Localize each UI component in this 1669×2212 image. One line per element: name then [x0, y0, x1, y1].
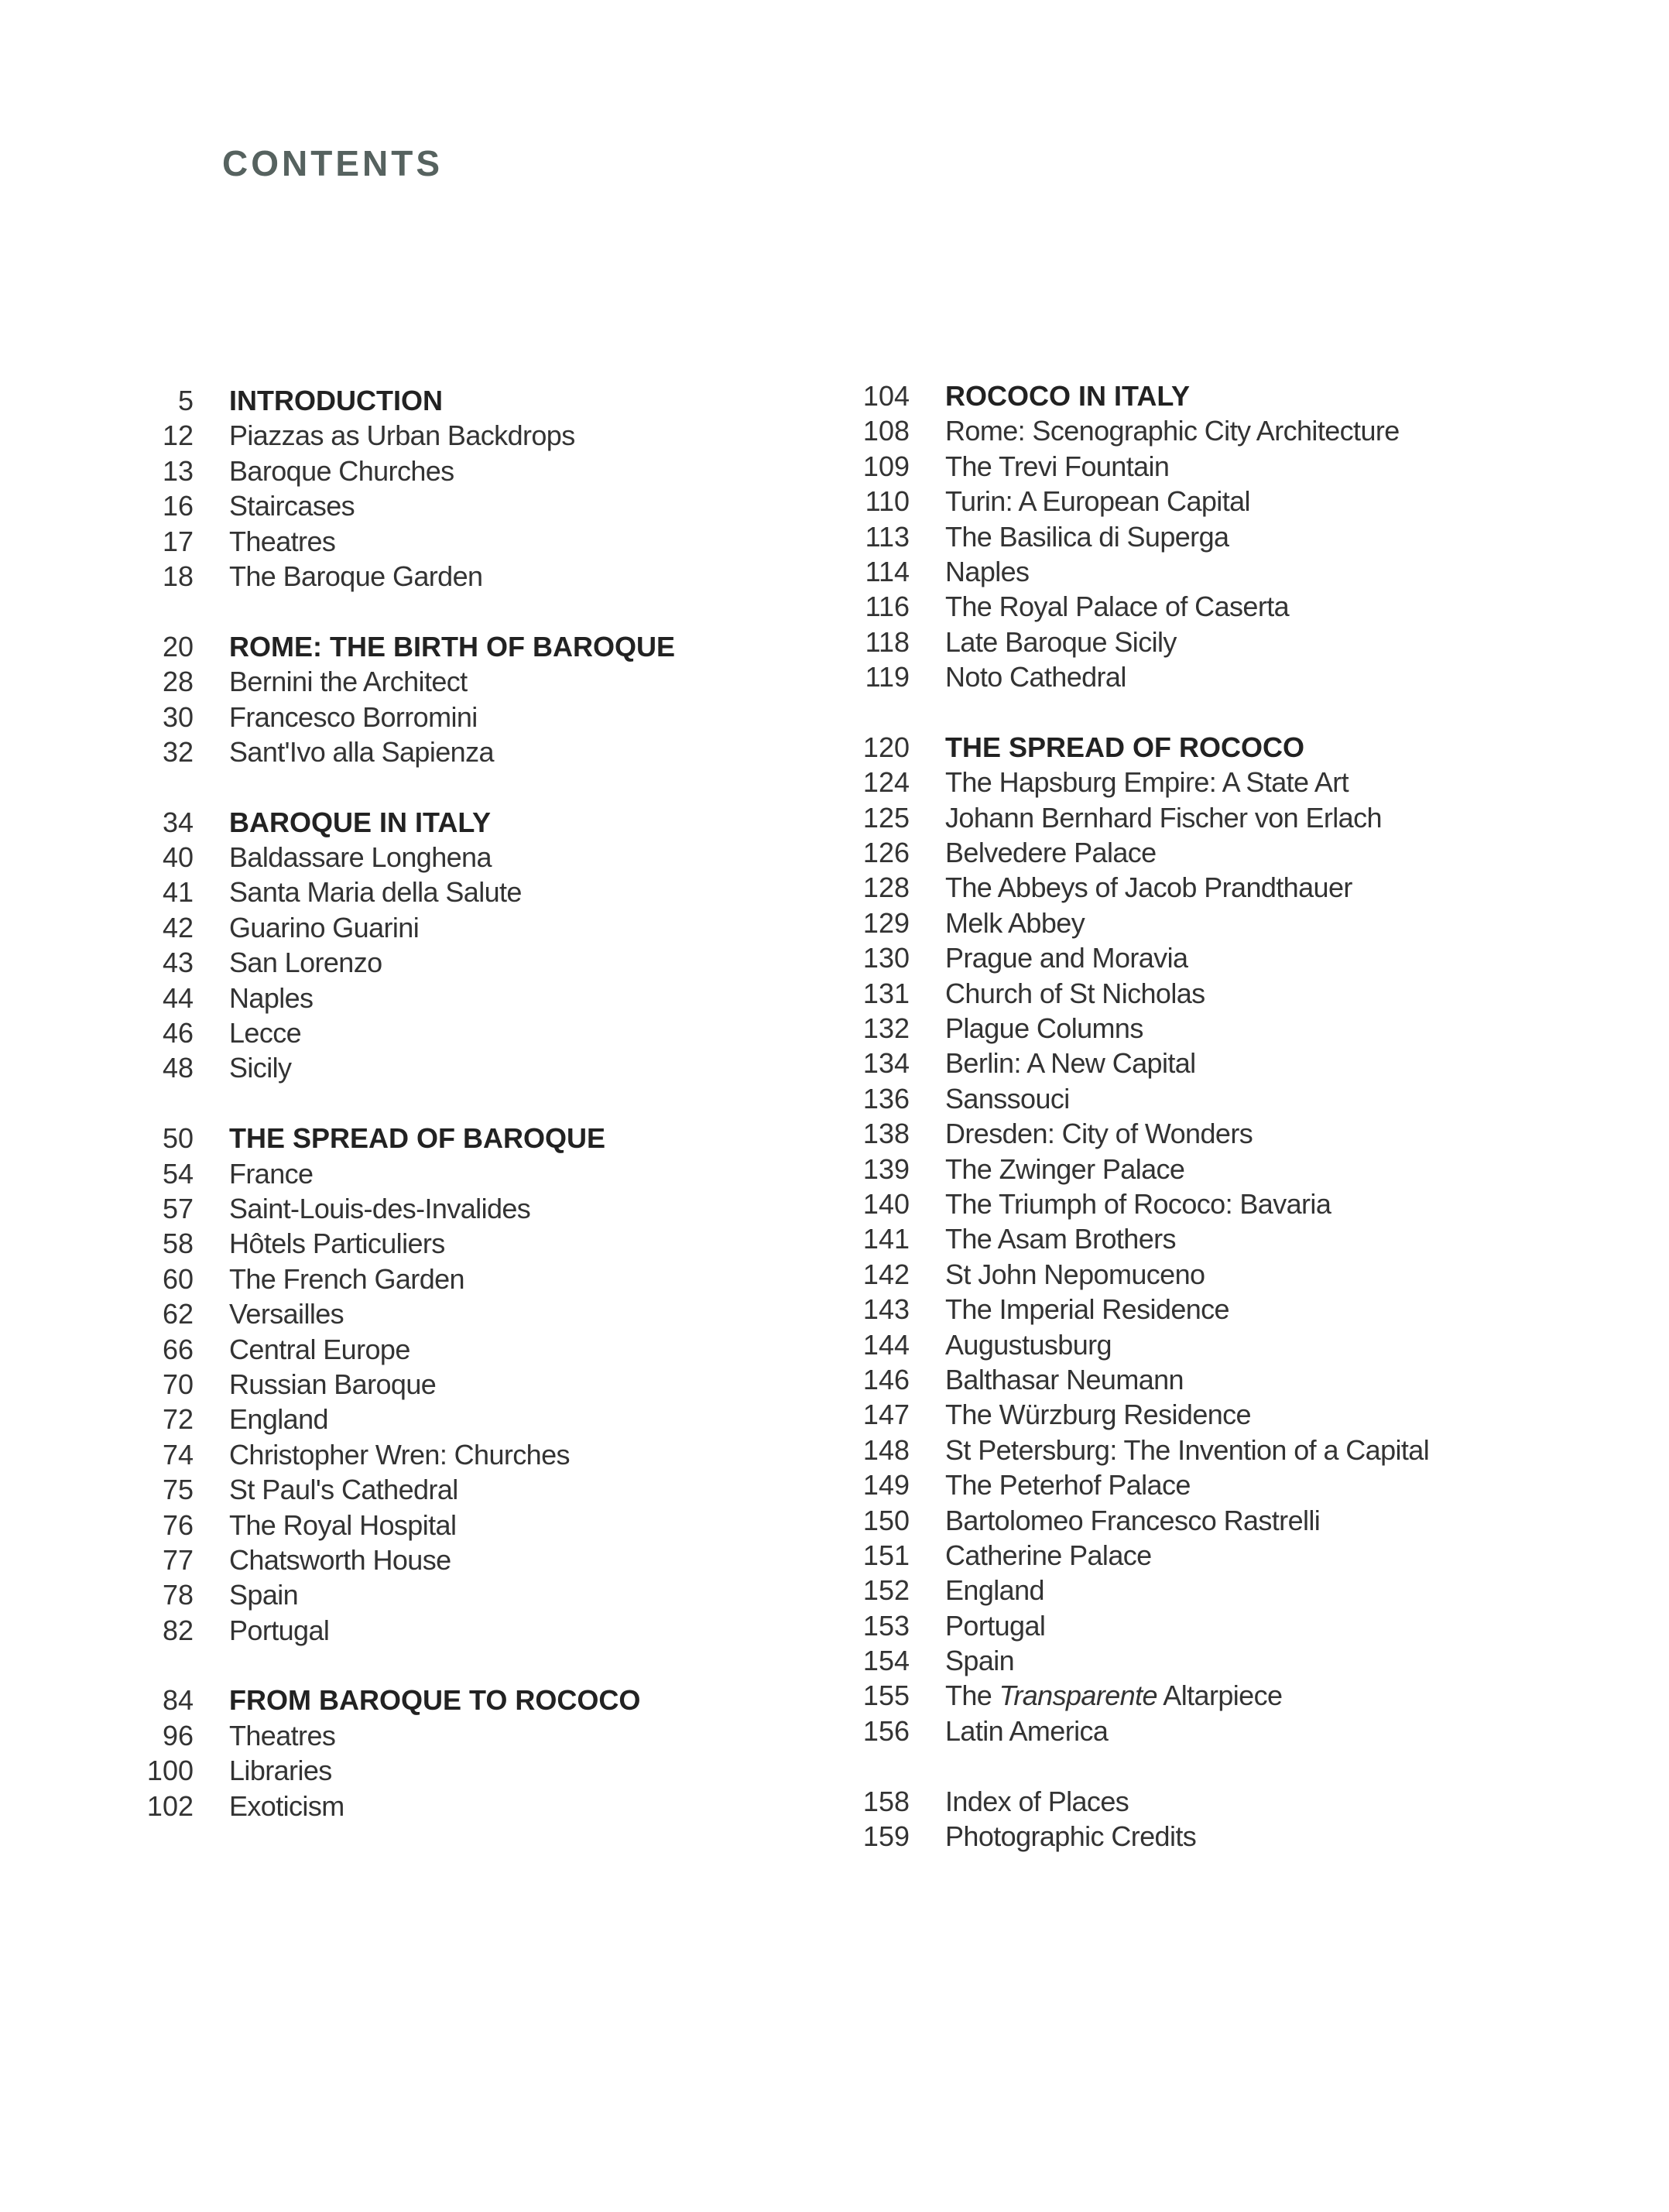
- entry-title: FROM BAROQUE TO ROCOCO: [229, 1684, 641, 1717]
- entry-title: INTRODUCTION: [229, 385, 443, 416]
- toc-entry[interactable]: [832, 625, 1429, 659]
- page-number: 44: [162, 981, 194, 1014]
- toc-entry[interactable]: [116, 1753, 675, 1788]
- toc-entry[interactable]: [832, 1503, 1429, 1538]
- page-number: 128: [862, 871, 910, 904]
- entry-title: Berlin: A New Capital: [945, 1047, 1196, 1080]
- page-number: 110: [865, 485, 910, 518]
- toc-entry[interactable]: [116, 1156, 675, 1191]
- page-number: 42: [162, 911, 194, 943]
- page-number: 151: [862, 1539, 910, 1571]
- toc-entry[interactable]: [832, 1292, 1429, 1327]
- page-number: 66: [162, 1333, 194, 1365]
- page-number: 34: [162, 806, 194, 838]
- page-number: 152: [862, 1574, 910, 1607]
- toc-entry[interactable]: [116, 1508, 675, 1543]
- page-number: 50: [162, 1122, 194, 1155]
- entry-title: Guarino Guarini: [229, 911, 420, 943]
- entry-title: Central Europe: [229, 1333, 410, 1365]
- toc-entry[interactable]: [116, 945, 675, 980]
- toc-entry[interactable]: [832, 940, 1429, 975]
- page-number: 60: [162, 1262, 194, 1295]
- entry-title: Augustusburg: [945, 1328, 1112, 1361]
- toc-entry[interactable]: [116, 1015, 675, 1050]
- toc-entry[interactable]: [832, 1152, 1429, 1186]
- page-number: 12: [162, 419, 194, 452]
- toc-entry[interactable]: [832, 1397, 1429, 1432]
- toc-entry[interactable]: [116, 1577, 675, 1612]
- toc-entry[interactable]: [116, 1050, 675, 1085]
- page-number: 116: [865, 591, 910, 623]
- page-number: 78: [162, 1579, 194, 1611]
- page-number: 124: [862, 766, 910, 799]
- toc-entry[interactable]: [832, 1819, 1429, 1854]
- toc-entry[interactable]: [832, 1257, 1429, 1292]
- toc-entry[interactable]: [832, 1608, 1429, 1643]
- page-number: 41: [162, 876, 194, 909]
- page-number: 82: [162, 1614, 194, 1646]
- page-number: 20: [162, 630, 194, 663]
- page-number: 153: [862, 1609, 910, 1642]
- entry-title: Portugal: [945, 1609, 1046, 1642]
- toc-entry[interactable]: [832, 589, 1429, 624]
- page-number: 28: [162, 666, 194, 698]
- entry-title-part: The: [945, 1680, 999, 1712]
- page-number: 141: [862, 1223, 910, 1255]
- page-number: 84: [162, 1684, 194, 1717]
- entry-title: ROME: THE BIRTH OF BAROQUE: [229, 630, 675, 663]
- page-number: 146: [862, 1363, 910, 1395]
- toc-entry[interactable]: [832, 906, 1429, 940]
- entry-title: Theatres: [229, 1719, 336, 1751]
- toc-entry[interactable]: [832, 1538, 1429, 1573]
- toc-entry[interactable]: [116, 1613, 675, 1648]
- toc-entry[interactable]: [116, 1718, 675, 1753]
- toc-entry[interactable]: [832, 413, 1429, 448]
- page-number: 139: [862, 1152, 910, 1185]
- page-number: 108: [862, 415, 910, 447]
- entry-title: The Baroque Garden: [229, 560, 483, 592]
- entry-title: Turin: A European Capital: [945, 485, 1250, 518]
- contents-left-column: [116, 383, 675, 1823]
- entry-title: Lecce: [229, 1017, 302, 1050]
- page-number: 72: [162, 1403, 194, 1436]
- page-number: 18: [162, 560, 194, 592]
- entry-title: Noto Cathedral: [945, 661, 1126, 693]
- entry-title: Rome: Scenographic City Architecture: [945, 415, 1400, 447]
- page-number: 132: [862, 1012, 910, 1045]
- section-gap: [116, 1648, 675, 1683]
- entry-title: Naples: [229, 981, 314, 1014]
- toc-entry[interactable]: [116, 875, 675, 909]
- entry-title: The Peterhof Palace: [945, 1469, 1191, 1501]
- page-number: 32: [162, 735, 194, 768]
- page-number: 62: [162, 1298, 194, 1330]
- entry-title-italic: Transparente: [999, 1680, 1157, 1712]
- entry-title: The Würzburg Residence: [945, 1399, 1251, 1431]
- section-gap: [832, 1748, 1429, 1783]
- page-number: 125: [862, 801, 910, 834]
- section-gap: [116, 594, 675, 628]
- entry-title: Spain: [945, 1645, 1015, 1677]
- toc-entry[interactable]: [832, 1573, 1429, 1608]
- entry-title: Sanssouci: [945, 1082, 1070, 1115]
- entry-title: Spain: [229, 1579, 299, 1611]
- entry-title: Catherine Palace: [945, 1539, 1152, 1571]
- toc-entry[interactable]: [832, 765, 1429, 800]
- page-number: 77: [162, 1543, 194, 1576]
- entry-title: Russian Baroque: [229, 1368, 437, 1400]
- toc-section-heading[interactable]: [116, 805, 675, 840]
- entry-title: Prague and Moravia: [945, 942, 1188, 974]
- entry-title: THE SPREAD OF ROCOCO: [945, 731, 1305, 763]
- toc-entry[interactable]: [832, 484, 1429, 519]
- toc-entry[interactable]: [832, 1433, 1429, 1467]
- entry-title: Hôtels Particuliers: [229, 1228, 445, 1260]
- page-number: 158: [862, 1785, 910, 1817]
- page-number: 144: [862, 1328, 910, 1361]
- entry-title: The Hapsburg Empire: A State Art: [945, 766, 1349, 799]
- toc-entry[interactable]: [116, 1296, 675, 1331]
- entry-title: Staircases: [229, 490, 355, 522]
- toc-entry[interactable]: [832, 1046, 1429, 1080]
- toc-entry[interactable]: [116, 1472, 675, 1507]
- page-number: 58: [162, 1228, 194, 1260]
- page-number: 5: [177, 385, 194, 416]
- page-number: 126: [862, 837, 910, 869]
- entry-title: The Trevi Fountain: [945, 450, 1170, 482]
- entry-title: France: [229, 1157, 314, 1190]
- toc-entry[interactable]: [116, 454, 675, 488]
- entry-title: [945, 1678, 1282, 1713]
- page-number: 131: [862, 977, 910, 1009]
- entry-title: Versailles: [229, 1298, 344, 1330]
- entry-title: The Royal Palace of Caserta: [945, 591, 1290, 623]
- entry-title: The Zwinger Palace: [945, 1152, 1185, 1185]
- toc-entry[interactable]: [116, 418, 675, 453]
- page-number: 136: [862, 1082, 910, 1115]
- toc-entry[interactable]: [832, 1362, 1429, 1397]
- entry-title: Piazzas as Urban Backdrops: [229, 419, 575, 452]
- entry-title: Melk Abbey: [945, 906, 1085, 939]
- toc-entry[interactable]: [116, 488, 675, 523]
- entry-title: St John Nepomuceno: [945, 1258, 1205, 1290]
- entry-title: The Imperial Residence: [945, 1293, 1229, 1326]
- entry-title: ROCOCO IN ITALY: [945, 380, 1191, 412]
- entry-title: Chatsworth House: [229, 1543, 451, 1576]
- section-gap: [116, 1086, 675, 1121]
- entry-title: Dresden: City of Wonders: [945, 1118, 1253, 1150]
- toc-entry[interactable]: [116, 1332, 675, 1367]
- entry-title: Bernini the Architect: [229, 666, 468, 698]
- page-number: 75: [162, 1474, 194, 1506]
- entry-title: The French Garden: [229, 1262, 464, 1295]
- page-number: 154: [862, 1645, 910, 1677]
- page-number: 96: [162, 1719, 194, 1751]
- page-number: 130: [862, 942, 910, 974]
- section-gap: [832, 695, 1429, 730]
- toc-section-heading[interactable]: [832, 378, 1429, 413]
- toc-entry[interactable]: [116, 1367, 675, 1402]
- entry-title: St Petersburg: The Invention of a Capital: [945, 1433, 1430, 1466]
- section-gap: [116, 769, 675, 804]
- toc-section-heading[interactable]: [832, 730, 1429, 765]
- entry-title: Johann Bernhard Fischer von Erlach: [945, 801, 1382, 834]
- page-number: 129: [862, 906, 910, 939]
- toc-entry[interactable]: [832, 1116, 1429, 1151]
- entry-title: St Paul's Cathedral: [229, 1474, 458, 1506]
- toc-entry[interactable]: [116, 910, 675, 945]
- toc-section-heading[interactable]: [116, 1683, 675, 1717]
- page-number: 104: [862, 380, 910, 412]
- toc-entry[interactable]: [116, 1437, 675, 1472]
- page-number: 156: [862, 1714, 910, 1747]
- toc-entry[interactable]: [832, 519, 1429, 554]
- entry-title: Baroque Churches: [229, 454, 454, 487]
- toc-entry[interactable]: [832, 1784, 1429, 1819]
- entry-title: Saint-Louis-des-Invalides: [229, 1192, 531, 1224]
- entry-title-part: Altarpiece: [1157, 1680, 1283, 1712]
- toc-entry[interactable]: [116, 1543, 675, 1577]
- page-number: 43: [162, 947, 194, 979]
- entry-title: The Royal Hospital: [229, 1508, 457, 1541]
- toc-entry[interactable]: [832, 800, 1429, 835]
- entry-title: Balthasar Neumann: [945, 1363, 1184, 1395]
- toc-entry[interactable]: [832, 1081, 1429, 1116]
- page-number: 46: [162, 1017, 194, 1050]
- page-number: 150: [862, 1504, 910, 1536]
- entry-title: Plague Columns: [945, 1012, 1143, 1045]
- page-number: 138: [862, 1118, 910, 1150]
- toc-entry[interactable]: [116, 664, 675, 699]
- page-number: 48: [162, 1052, 194, 1084]
- page-number: 17: [162, 525, 194, 557]
- page-number: 143: [862, 1293, 910, 1326]
- toc-entry[interactable]: [832, 1327, 1429, 1362]
- entry-title: San Lorenzo: [229, 947, 382, 979]
- toc-section-heading[interactable]: [116, 1121, 675, 1156]
- toc-entry[interactable]: [832, 1678, 1429, 1713]
- entry-title: Theatres: [229, 525, 336, 557]
- page-number: 57: [162, 1192, 194, 1224]
- toc-entry[interactable]: [832, 1186, 1429, 1221]
- toc-entry[interactable]: [832, 835, 1429, 870]
- toc-entry[interactable]: [832, 1011, 1429, 1046]
- toc-entry[interactable]: [116, 734, 675, 769]
- toc-entry[interactable]: [832, 976, 1429, 1011]
- entry-title: Naples: [945, 555, 1030, 587]
- entry-title: BAROQUE IN ITALY: [229, 806, 492, 838]
- page-number: 147: [862, 1399, 910, 1431]
- page-number: 149: [862, 1469, 910, 1501]
- entry-title: Baldassare Longhena: [229, 841, 492, 874]
- entry-title: Francesco Borromini: [229, 700, 478, 733]
- page-number: 148: [862, 1433, 910, 1466]
- entry-title: Late Baroque Sicily: [945, 625, 1177, 658]
- page-number: 74: [162, 1438, 194, 1471]
- toc-section-heading[interactable]: [116, 629, 675, 664]
- page-number: 120: [862, 731, 910, 763]
- page-number: 118: [865, 625, 910, 658]
- entry-title: Sant'Ivo alla Sapienza: [229, 735, 494, 768]
- entry-title: Latin America: [945, 1714, 1109, 1747]
- toc-section-heading[interactable]: [116, 383, 675, 418]
- entry-title: England: [945, 1574, 1044, 1607]
- entry-title: Portugal: [229, 1614, 330, 1646]
- toc-entry[interactable]: [116, 1191, 675, 1226]
- entry-title: Photographic Credits: [945, 1820, 1197, 1853]
- entry-title: Christopher Wren: Churches: [229, 1438, 570, 1471]
- toc-entry[interactable]: [832, 1467, 1429, 1502]
- toc-entry[interactable]: [116, 559, 675, 594]
- page-number: 159: [862, 1820, 910, 1853]
- entry-title: THE SPREAD OF BAROQUE: [229, 1122, 606, 1155]
- page-number: 16: [162, 490, 194, 522]
- toc-entry[interactable]: [116, 1402, 675, 1436]
- page-number: 142: [862, 1258, 910, 1290]
- page-number: 109: [862, 450, 910, 482]
- entry-title: The Triumph of Rococo: Bavaria: [945, 1187, 1331, 1220]
- entry-title: Church of St Nicholas: [945, 977, 1205, 1009]
- entry-title: The Basilica di Superga: [945, 520, 1229, 553]
- page-title: CONTENTS: [222, 143, 443, 183]
- page-number: 134: [862, 1047, 910, 1080]
- toc-entry[interactable]: [832, 1643, 1429, 1678]
- entry-title: The Abbeys of Jacob Prandthauer: [945, 871, 1352, 904]
- entry-title: England: [229, 1403, 328, 1436]
- toc-entry[interactable]: [116, 981, 675, 1015]
- toc-entry[interactable]: [116, 524, 675, 559]
- entry-title: Santa Maria della Salute: [229, 876, 522, 909]
- page-number: 30: [162, 700, 194, 733]
- entry-title: Exoticism: [229, 1789, 344, 1822]
- page-number: 102: [146, 1789, 194, 1822]
- page-number: 114: [865, 555, 910, 587]
- toc-entry[interactable]: [832, 1221, 1429, 1256]
- toc-entry[interactable]: [832, 1714, 1429, 1748]
- toc-entry[interactable]: [116, 1789, 675, 1823]
- page-number: 155: [862, 1680, 910, 1712]
- contents-right-column: [832, 378, 1429, 1854]
- page-number: 140: [862, 1187, 910, 1220]
- page-number: 113: [865, 520, 910, 553]
- toc-entry[interactable]: [116, 1226, 675, 1261]
- entry-title: Belvedere Palace: [945, 837, 1157, 869]
- page-number: 13: [162, 454, 194, 487]
- toc-entry[interactable]: [832, 554, 1429, 589]
- toc-entry[interactable]: [832, 659, 1429, 694]
- page-number: 70: [162, 1368, 194, 1400]
- page-number: 76: [162, 1508, 194, 1541]
- entry-title: Index of Places: [945, 1785, 1129, 1817]
- toc-entry[interactable]: [116, 700, 675, 734]
- entry-title: Sicily: [229, 1052, 292, 1084]
- page-number: 54: [162, 1157, 194, 1190]
- page-number: 40: [162, 841, 194, 874]
- toc-entry[interactable]: [116, 840, 675, 875]
- entry-title: Libraries: [229, 1755, 332, 1787]
- toc-entry[interactable]: [832, 870, 1429, 905]
- entry-title: The Asam Brothers: [945, 1223, 1176, 1255]
- page-number: 119: [865, 661, 910, 693]
- entry-title: Bartolomeo Francesco Rastrelli: [945, 1504, 1321, 1536]
- toc-entry[interactable]: [832, 449, 1429, 484]
- toc-entry[interactable]: [116, 1262, 675, 1296]
- page-number: 100: [146, 1755, 194, 1787]
